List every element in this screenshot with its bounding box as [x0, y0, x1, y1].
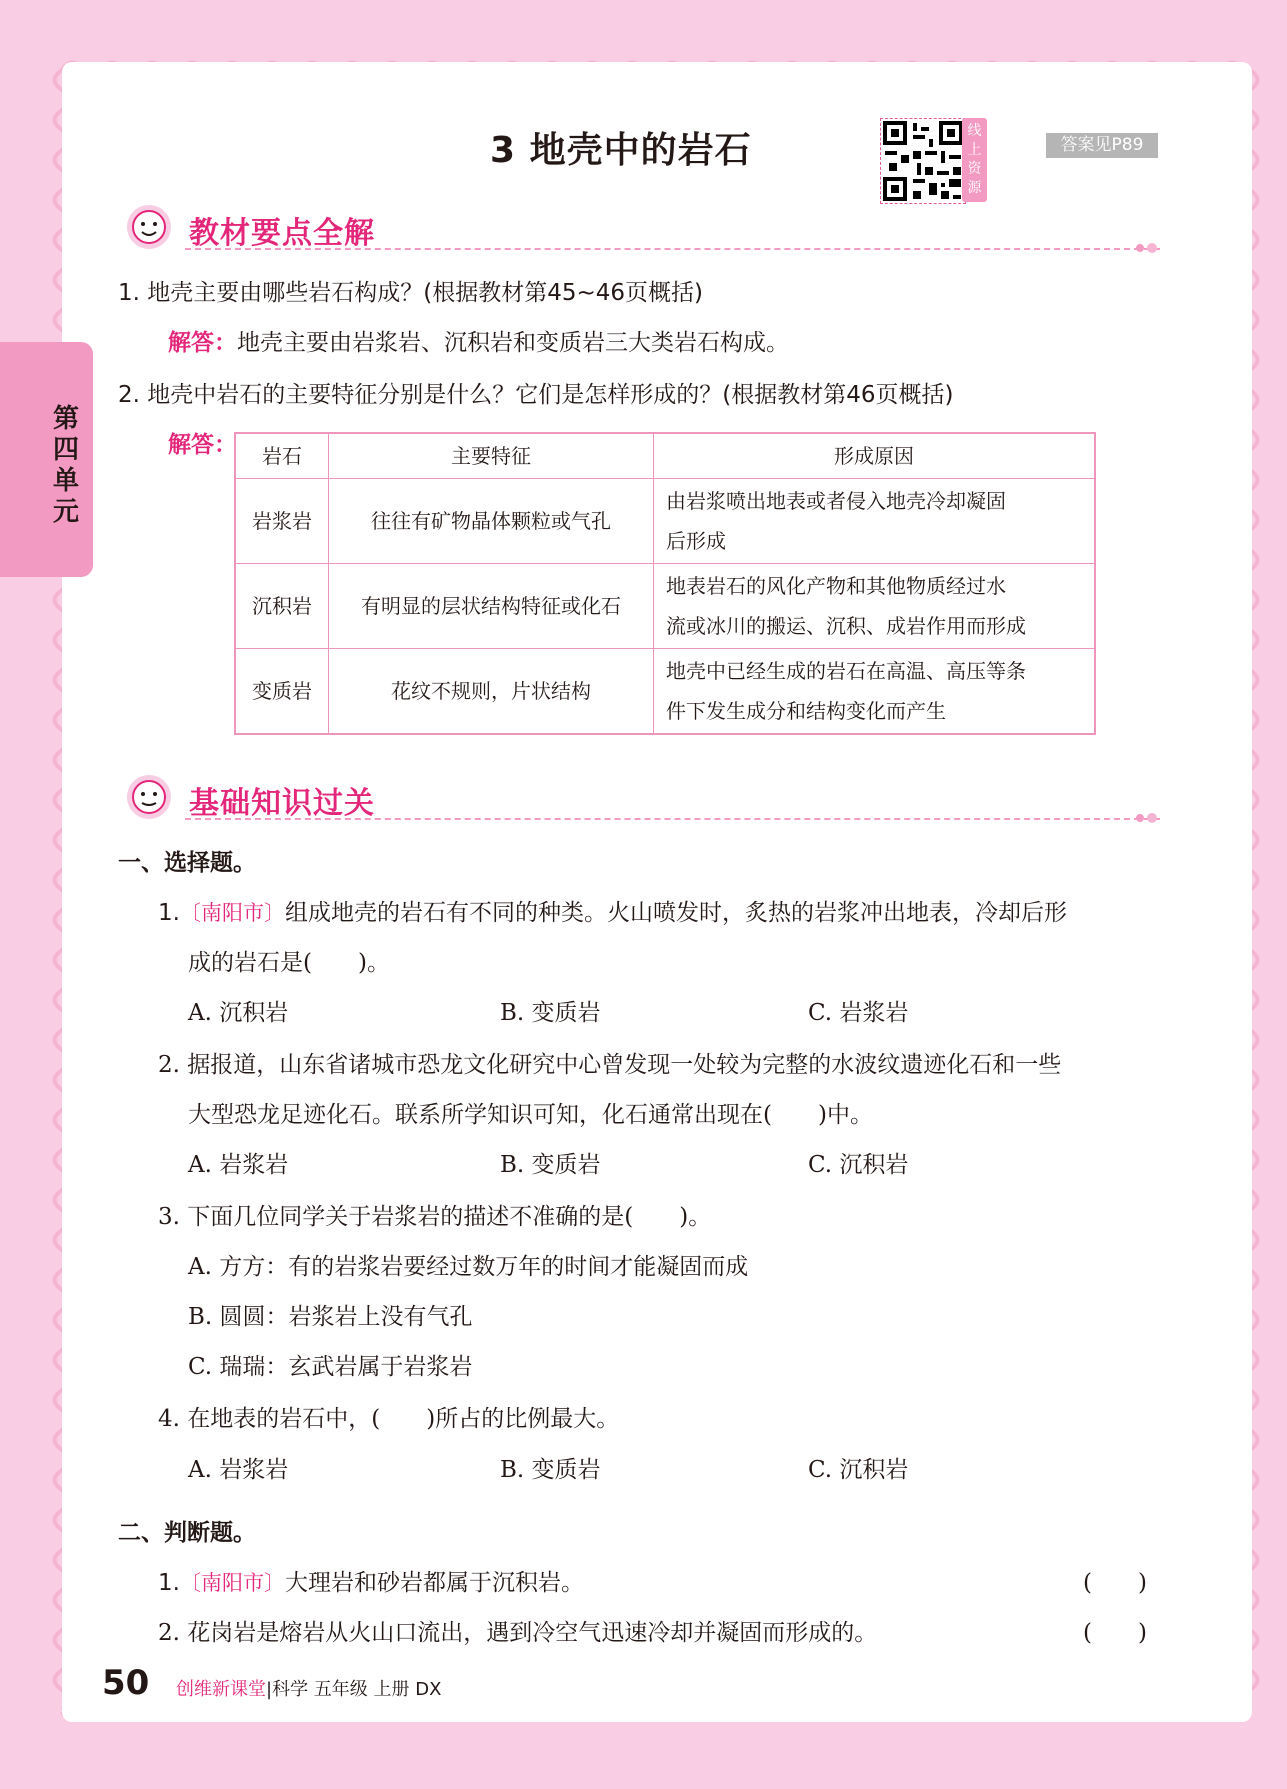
decorative-dots-icon — [1134, 240, 1164, 256]
unit-side-tab-label: 第四单元 — [52, 404, 79, 527]
table-cell-cause — [654, 479, 1096, 564]
region-tag: 〔南阳市〕 — [179, 901, 285, 925]
table-cell-rock: 变质岩 — [235, 649, 329, 735]
option-b[interactable]: B. 变质岩 — [500, 1457, 601, 1483]
unit-side-tab — [0, 342, 93, 577]
region-tag: 〔南阳市〕 — [179, 1571, 285, 1595]
tf-question-1 — [158, 1568, 584, 1598]
section-divider — [185, 818, 1160, 820]
option-a[interactable]: A. 方方：有的岩浆岩要经过数万年的时间才能凝固而成 — [188, 1254, 749, 1280]
qr-code[interactable] — [880, 118, 966, 204]
cause-line-2: 件下发生成分和结构变化而产生 — [666, 699, 946, 723]
option-b[interactable]: B. 变质岩 — [500, 1000, 601, 1026]
table-cell-feature: 花纹不规则，片状结构 — [329, 649, 654, 735]
question-text: 大理岩和砂岩都属于沉积岩。 — [284, 1570, 584, 1596]
table-cell-feature: 往往有矿物晶体颗粒或气孔 — [329, 479, 654, 564]
cause-line-1: 地壳中已经生成的岩石在高温、高压等条 — [666, 659, 1026, 683]
qr-code-icon — [881, 119, 965, 203]
table-cell-rock: 岩浆岩 — [235, 479, 329, 564]
answer-1-text: 地壳主要由岩浆岩、沉积岩和变质岩三大类岩石构成。 — [237, 330, 789, 356]
table-row — [235, 649, 1095, 735]
mascot-icon — [123, 202, 179, 252]
table-cell-cause — [654, 564, 1096, 649]
rock-table — [234, 432, 1096, 735]
tf-question-2: 2. 花岗岩是熔岩从火山口流出，遇到冷空气迅速冷却并凝固而形成的。 — [158, 1620, 878, 1646]
option-c[interactable]: C. 沉积岩 — [808, 1457, 909, 1483]
mascot-icon — [123, 772, 179, 822]
option-b[interactable]: B. 圆圆：岩浆岩上没有气孔 — [188, 1304, 473, 1330]
mc-question-3: 3. 下面几位同学关于岩浆岩的描述不准确的是( )。 — [158, 1204, 712, 1230]
answer-2-label: 解答： — [168, 432, 237, 458]
cause-line-2: 流或冰川的搬运、沉积、成岩作用而形成 — [666, 614, 1026, 638]
footer-info — [176, 1675, 441, 1701]
cause-line-2: 后形成 — [666, 529, 726, 553]
answer-1 — [168, 328, 789, 358]
table-cell-feature: 有明显的层状结构特征或化石 — [329, 564, 654, 649]
footer-book-info: |科学 五年级 上册 DX — [266, 1679, 442, 1700]
mc-question-2-line-2: 大型恐龙足迹化石。联系所学知识可知，化石通常出现在( )中。 — [188, 1102, 873, 1128]
qr-label: 线上资源 — [962, 118, 987, 202]
option-c[interactable]: C. 瑞瑞：玄武岩属于岩浆岩 — [188, 1354, 473, 1380]
question-text: 组成地壳的岩石有不同的种类。火山喷发时，炙热的岩浆冲出地表，冷却后形 — [284, 900, 1067, 926]
page-title: 3 地壳中的岩石 — [490, 130, 752, 171]
mc-question-1 — [158, 898, 1067, 928]
answer-reference: 答案见P89 — [1046, 133, 1158, 158]
section-header-basic-knowledge — [115, 770, 1160, 826]
table-header-cause: 形成原因 — [654, 433, 1096, 479]
decorative-dots-icon — [1134, 810, 1164, 826]
mc-question-1-line-2: 成的岩石是( )。 — [188, 950, 390, 976]
table-cell-cause — [654, 649, 1096, 735]
table-header-row — [235, 433, 1095, 479]
mc-question-2: 2. 据报道，山东省诸城市恐龙文化研究中心曾发现一处较为完整的水波纹遗迹化石和一些 — [158, 1052, 1062, 1078]
option-c[interactable]: C. 岩浆岩 — [808, 1000, 909, 1026]
part-1-title: 一、选择题。 — [118, 850, 256, 876]
part-2-title: 二、判断题。 — [118, 1520, 256, 1546]
option-a[interactable]: A. 岩浆岩 — [188, 1152, 289, 1178]
answer-1-label: 解答： — [168, 330, 237, 356]
footer-brand: 创维新课堂 — [176, 1679, 266, 1700]
cause-line-1: 地表岩石的风化产物和其他物质经过水 — [666, 574, 1006, 598]
table-row — [235, 479, 1095, 564]
table-header-feature: 主要特征 — [329, 433, 654, 479]
option-a[interactable]: A. 岩浆岩 — [188, 1457, 289, 1483]
section-title-basic-knowledge: 基础知识过关 — [189, 786, 375, 821]
page-number: 50 — [102, 1663, 150, 1703]
section-title-key-points: 教材要点全解 — [189, 216, 375, 251]
option-a[interactable]: A. 沉积岩 — [188, 1000, 289, 1026]
question-2: 2. 地壳中岩石的主要特征分别是什么？它们是怎样形成的？(根据教材第46页概括) — [118, 382, 954, 408]
section-divider — [185, 248, 1160, 250]
table-header-rock: 岩石 — [235, 433, 329, 479]
answer-bracket[interactable]: ( ) — [1083, 1570, 1147, 1596]
question-number: 1. — [158, 1570, 180, 1596]
section-header-key-points — [115, 200, 1160, 256]
question-1: 1. 地壳主要由哪些岩石构成？(根据教材第45~46页概括) — [118, 280, 704, 306]
mc-question-4: 4. 在地表的岩石中，( )所占的比例最大。 — [158, 1406, 620, 1432]
answer-bracket[interactable]: ( ) — [1083, 1620, 1147, 1646]
option-c[interactable]: C. 沉积岩 — [808, 1152, 909, 1178]
option-b[interactable]: B. 变质岩 — [500, 1152, 601, 1178]
cause-line-1: 由岩浆喷出地表或者侵入地壳冷却凝固 — [666, 489, 1006, 513]
question-number: 1. — [158, 900, 180, 926]
table-cell-rock: 沉积岩 — [235, 564, 329, 649]
table-row — [235, 564, 1095, 649]
